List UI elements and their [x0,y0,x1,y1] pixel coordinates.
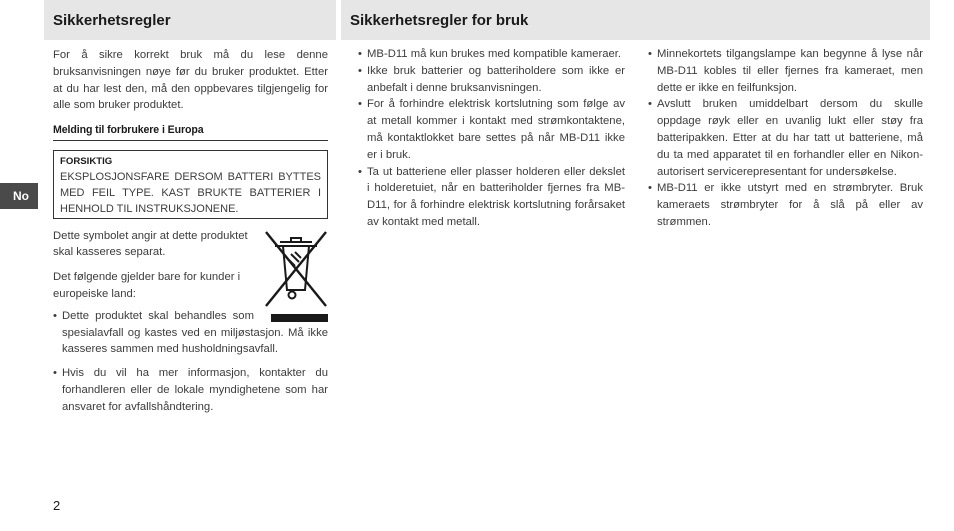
safety-list-middle [358,46,625,231]
language-tab-label: No [13,189,29,203]
intro-paragraph: For å sikre korrekt bruk må du lese denne bruksanvisningen nøye før du bruker produktet. Etter at du har lest den, må den oppbevares tilgjengelig for alle som bruker produktet. [53,49,328,112]
section-title-safety: Sikkerhetsregler [53,11,171,29]
safety-list-right [648,46,923,231]
caution-box [53,150,328,219]
right-column [648,46,923,231]
section-header-safety-use [341,0,930,40]
section-title-safety-use: Sikkerhetsregler for bruk [350,11,529,29]
crossed-out-wheelie-bin-icon [264,228,328,312]
list-item: • Ta ut batteriene eller plasser holderen eller dekslet i holderetuiet, når en batteriholder fjernes fra MB-D11, for å forhindre elektrisk kortslutning forårsaket av kontakt med metall. [358,164,625,231]
list-item: • For å forhindre elektrisk kortslutning som følge av at metall kommer i kontakt med strømkontaktene, må kontaktlokket bare settes på når MB-D11 ikke er i bruk. [358,96,625,163]
disposal-list [53,308,328,416]
section-header-safety [44,0,336,40]
caution-title: FORSIKTIG [60,155,113,167]
list-item: • MB-D11 må kun brukes med kompatible kameraer. [358,46,625,63]
list-item: • MB-D11 er ikke utstyrt med en strømbryter. Bruk kameraets strømbryter for å slå på eller av strømmen. [648,180,923,230]
applies-to-text: Det følgende gjelder bare for kunder i europeiske land: [53,271,241,300]
eu-notice-heading: Melding til forbrukere i Europa [53,122,328,141]
list-item: • Hvis du vil ha mer informasjon, kontakter du forhandleren eller de lokale myndighetene som har ansvaret for avfallshåndtering. [53,365,328,415]
middle-column [358,46,625,231]
caution-text: EKSPLOSJONSFARE DERSOM BATTERI BYTTES MED FEIL TYPE. KAST BRUKTE BATTERIER I HENHOLD TIL INSTRUKSJONENE. [60,170,321,216]
language-tab [0,183,38,209]
page-number: 2 [53,498,61,513]
list-item: • Avslutt bruken umiddelbart dersom du skulle oppdage røyk eller en uvanlig lukt eller støy fra batteripakken. Etter at du har tatt ut batteriene, må du ta med apparatet til en forhandler eller en Nikon-autorisert servicerepresentant for undersøkelse. [648,96,923,180]
list-item: • Minnekortets tilgangslampe kan begynne å lyse når MB-D11 kobles til eller fjernes fra kameraet, men dette er ikke en feilfunksjon. [648,46,923,96]
list-item: • Dette produktet skal behandles som spesialavfall og kastes ved en miljøstasjon. Må ikke kasseres sammen med husholdningsavfall. [53,308,328,358]
symbol-description: Dette symbolet angir at dette produktet skal kasseres separat. [53,229,248,259]
list-item: • Ikke bruk batterier og batteriholdere som ikke er anbefalt i denne bruksanvisningen. [358,63,625,97]
left-column [53,47,328,423]
